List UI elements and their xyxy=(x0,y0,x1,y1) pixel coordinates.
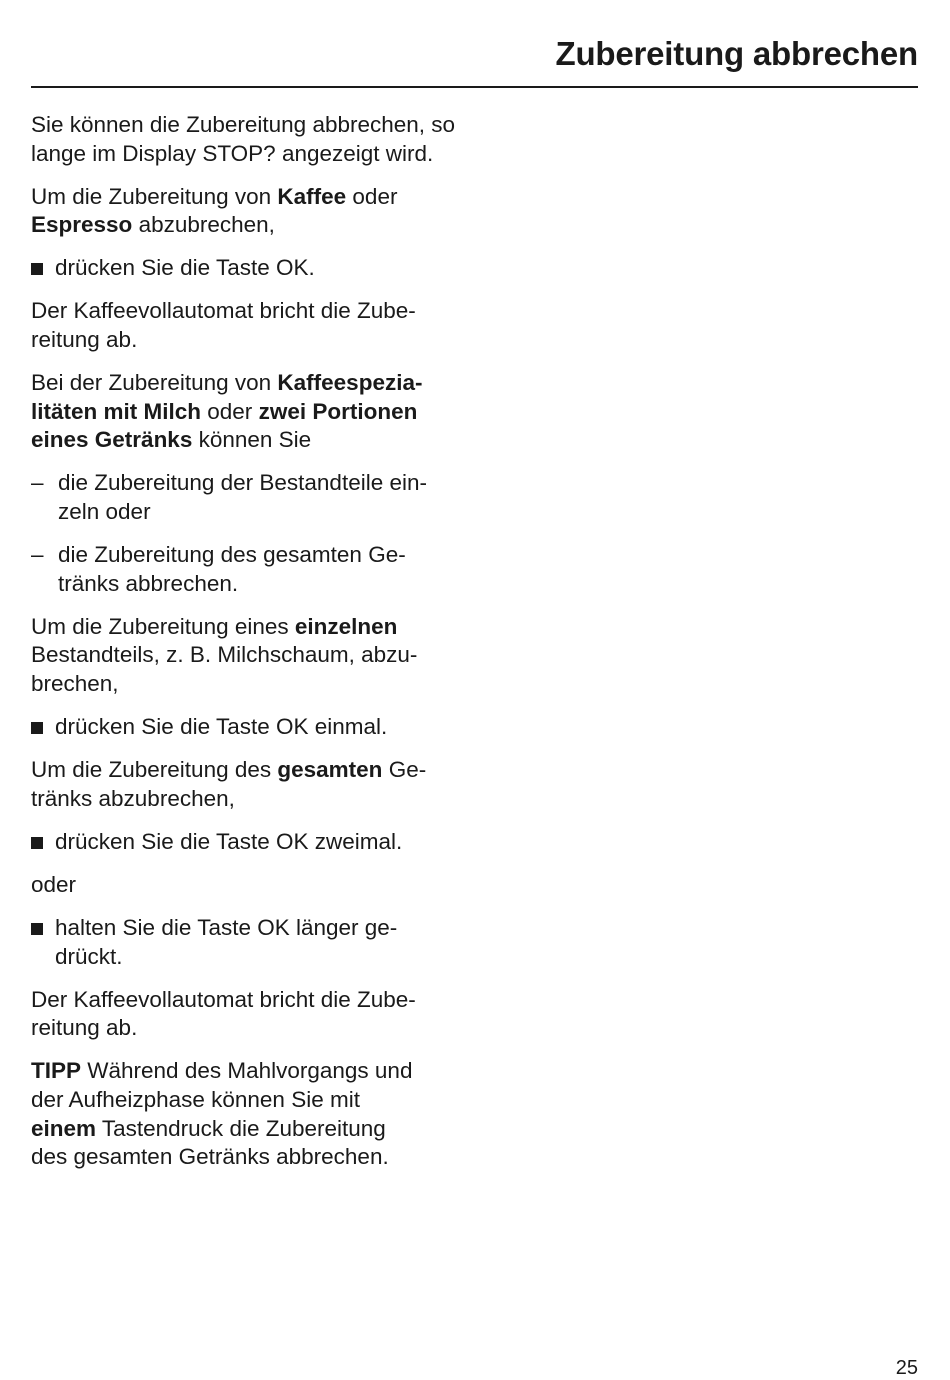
square-bullet-icon xyxy=(31,837,43,849)
page-title: Zubereitung abbrechen xyxy=(555,35,918,72)
bullet-item xyxy=(31,254,471,283)
bold-gesamten: gesamten xyxy=(277,757,383,783)
paragraph-specialities xyxy=(31,369,471,455)
bullet-item xyxy=(31,713,471,742)
bullet-text: drücken Sie die Taste OK einmal. xyxy=(55,714,388,740)
paragraph-einzelnen xyxy=(31,613,471,699)
paragraph-oder: oder xyxy=(31,871,77,897)
text-segment: Bestandteils, z. B. Milchschaum, abzu- brechen, xyxy=(31,642,418,696)
text-segment: Um die Zubereitung von xyxy=(31,183,278,209)
paragraph-result: Der Kaffeevollautomat bricht die Zube- reitung ab. xyxy=(31,986,416,1041)
text-segment: oder xyxy=(201,398,259,424)
text-segment: Während des Mahlvorgangs und der Aufheizphase können Sie mit xyxy=(31,1058,413,1113)
text-segment: können Sie xyxy=(192,427,312,453)
main-content xyxy=(31,111,471,1186)
page-header xyxy=(31,34,918,88)
paragraph-kaffee-espresso xyxy=(31,183,471,240)
text-segment: Um die Zubereitung des xyxy=(31,757,278,783)
bold-kaffeespezialitaeten: Kaffeespezia- litäten mit Milch xyxy=(31,370,423,424)
tip-label: TIPP xyxy=(31,1058,82,1084)
paragraph-intro: Sie können die Zubereitung abbrechen, so lange im Display STOP? angezeigt wird. xyxy=(31,112,456,166)
bold-espresso: Espresso xyxy=(31,212,133,238)
text-segment: Um die Zubereitung eines xyxy=(31,613,295,639)
paragraph-result: Der Kaffeevollautomat bricht die Zube- reitung ab. xyxy=(31,298,416,353)
bullet-item xyxy=(31,914,471,971)
dash-marker: – xyxy=(31,470,44,496)
dash-item-text: die Zubereitung der Bestandteile ein- zeln oder xyxy=(58,470,427,525)
bullet-text: halten Sie die Taste OK länger ge- drückt. xyxy=(55,915,398,969)
text-segment: Bei der Zubereitung von xyxy=(31,370,278,396)
paragraph-gesamten xyxy=(31,756,471,813)
bullet-text: drücken Sie die Taste OK. xyxy=(55,255,315,281)
bullet-item xyxy=(31,828,471,857)
text-segment: Ge- tränks abzubrechen, xyxy=(31,757,427,811)
square-bullet-icon xyxy=(31,923,43,935)
dash-item-text: die Zubereitung des gesamten Ge- tränks abbrechen. xyxy=(58,542,406,596)
bullet-text: drücken Sie die Taste OK zweimal. xyxy=(55,828,403,854)
square-bullet-icon xyxy=(31,722,43,734)
bold-einem: einem xyxy=(31,1115,97,1141)
square-bullet-icon xyxy=(31,263,43,275)
text-segment: oder xyxy=(346,183,398,209)
bold-einzelnen: einzelnen xyxy=(294,613,398,639)
dash-list-item xyxy=(31,541,471,598)
dash-marker: – xyxy=(31,542,44,568)
paragraph-tip xyxy=(31,1057,471,1171)
bold-kaffee: Kaffee xyxy=(277,183,347,209)
bold-zwei-portionen: zwei Portionen eines Getränks xyxy=(31,398,418,453)
page-number: 25 xyxy=(895,1357,918,1379)
text-segment: abzubrechen, xyxy=(132,212,275,238)
text-segment: Tastendruck die Zubereitung des gesamten Getränks abbrechen. xyxy=(31,1115,389,1170)
dash-list-item xyxy=(31,469,471,526)
